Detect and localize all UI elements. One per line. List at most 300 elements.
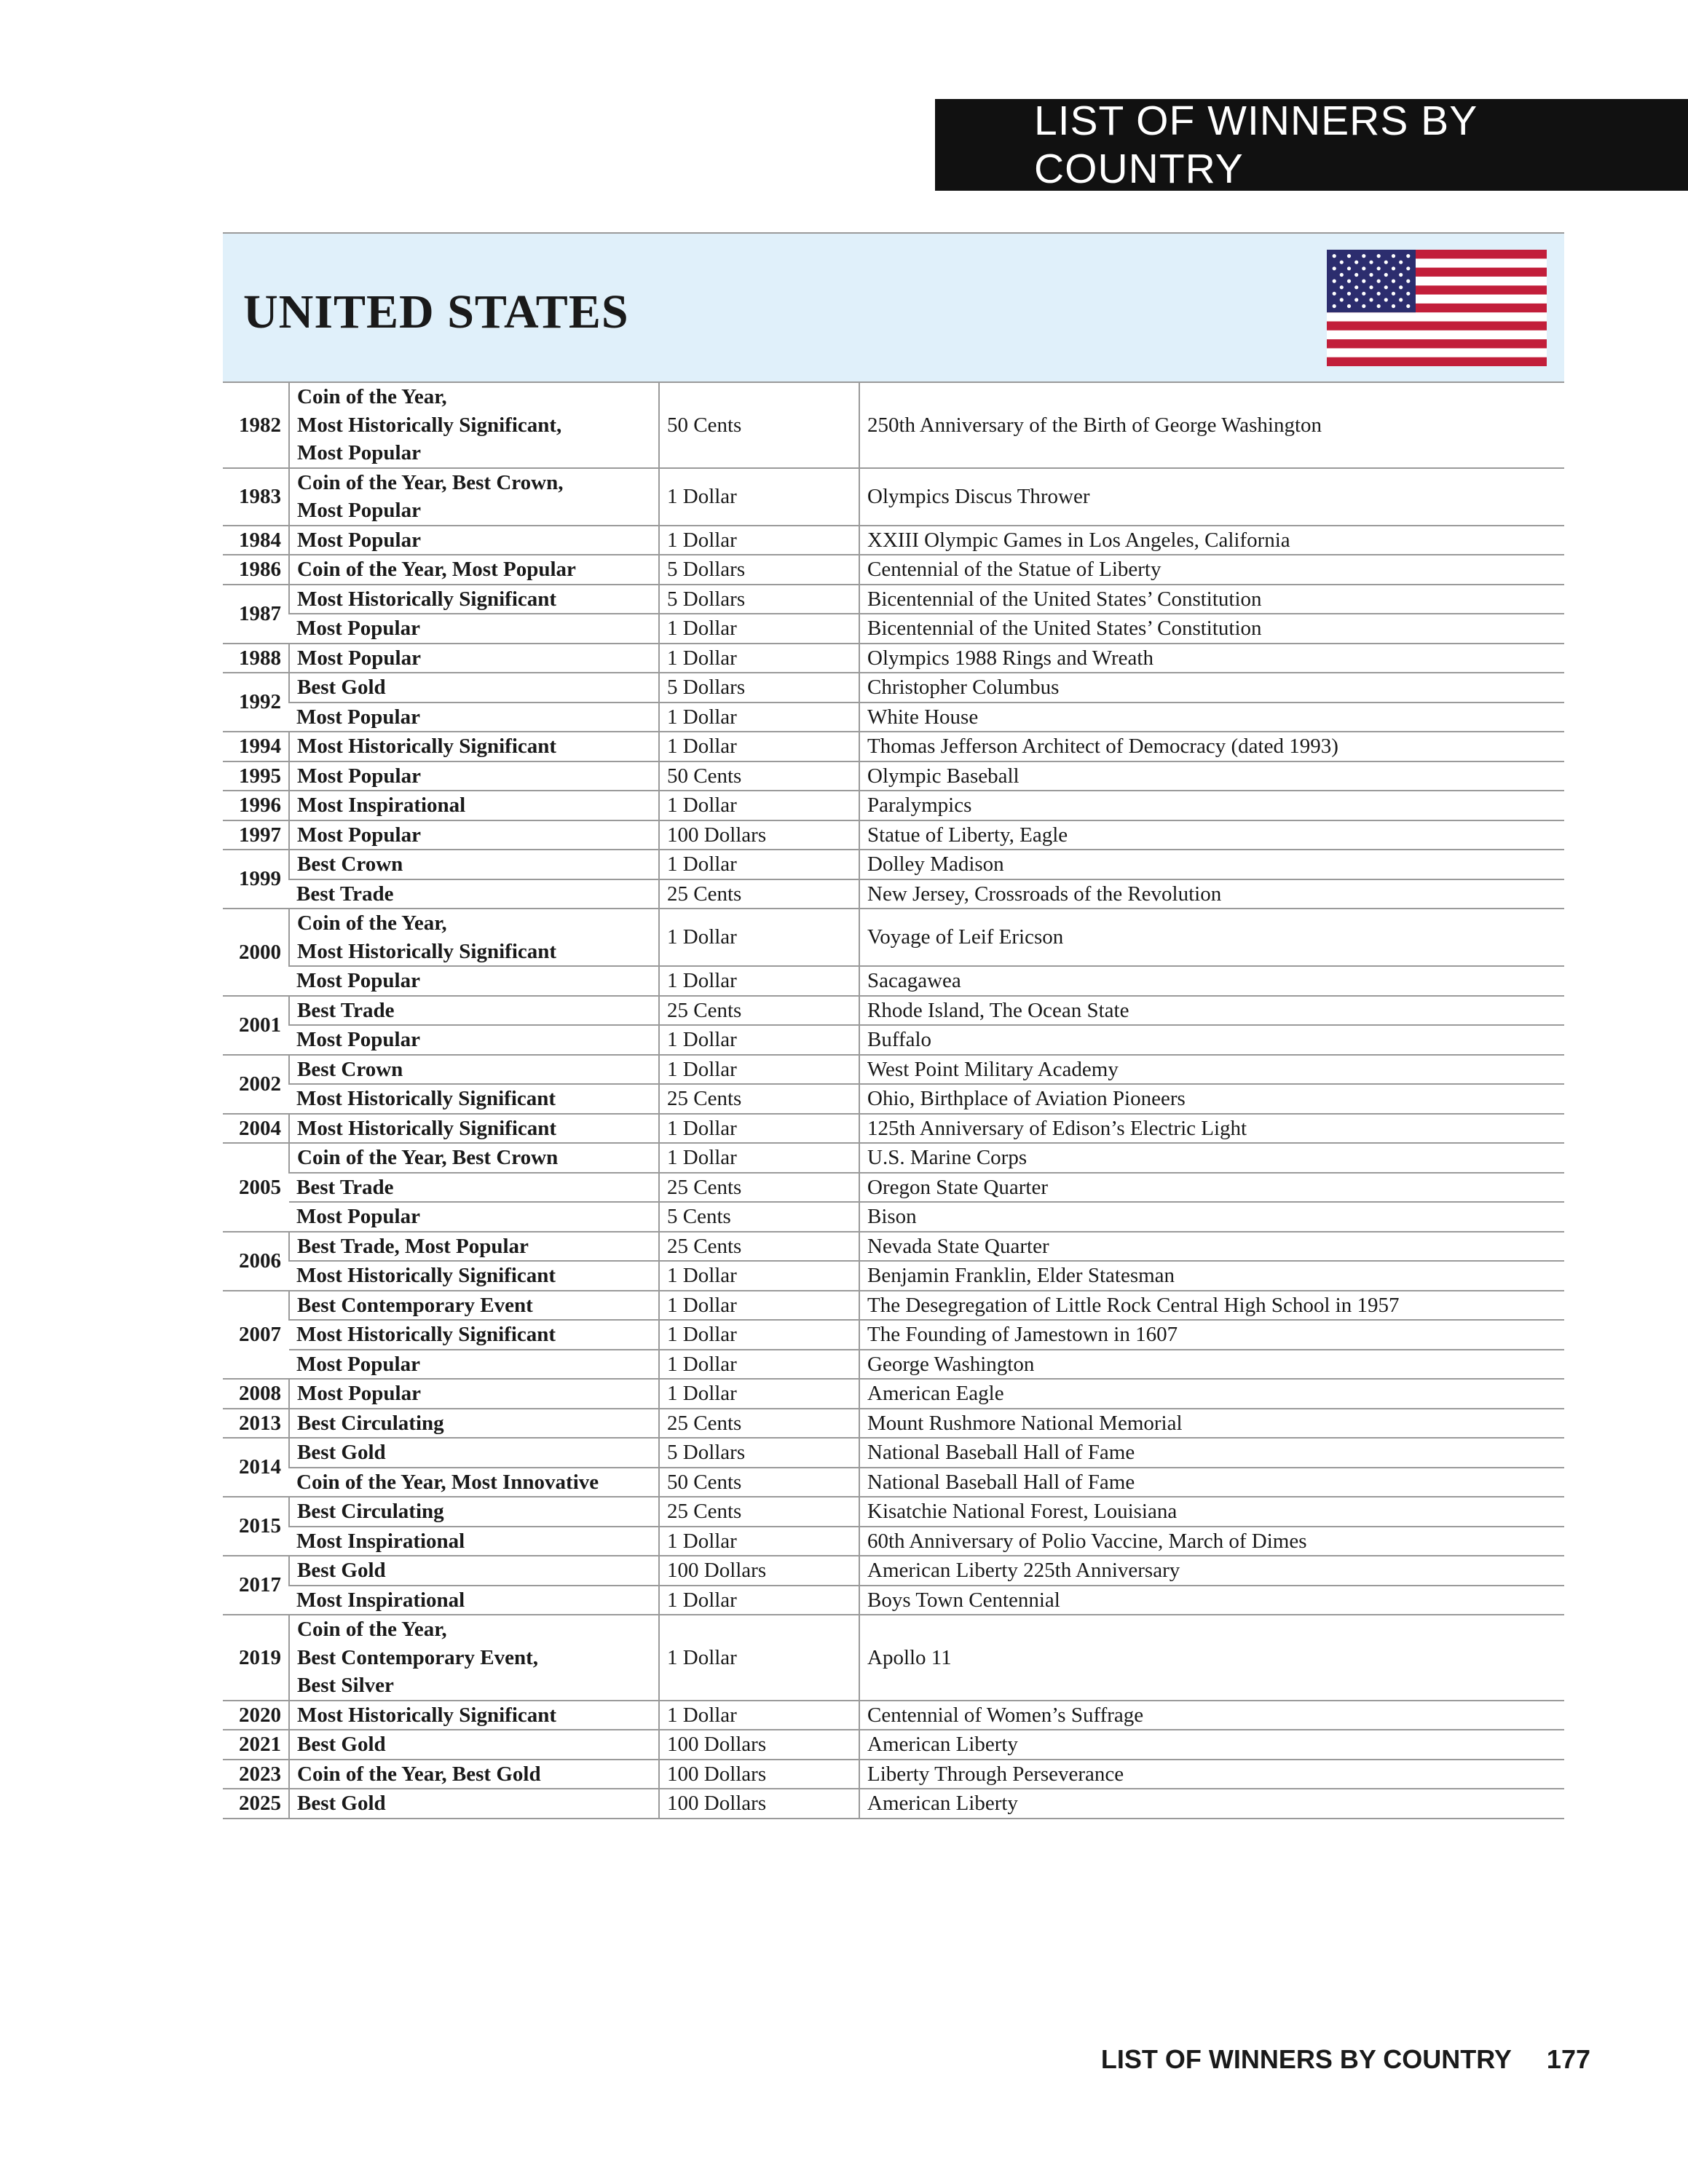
flag-star [1369,285,1373,289]
year-cell: 2007 [223,1291,289,1380]
description-cell: 250th Anniversary of the Birth of George Washington [859,382,1564,468]
year-cell: 1983 [223,468,289,526]
flag-star [1392,254,1395,258]
award-line: Most Inspirational [296,1529,465,1553]
table-row [223,1173,1564,1203]
table-row [223,732,1564,761]
award-cell [289,1760,659,1789]
award-cell [289,1615,659,1701]
description-cell: Rhode Island, The Ocean State [859,996,1564,1026]
description-cell: Bicentennial of the United States’ Constitution [859,614,1564,644]
denomination-cell: 5 Dollars [659,555,859,585]
award-line: Most Historically Significant, [297,413,562,437]
description-cell: Oregon State Quarter [859,1173,1564,1203]
flag-star [1340,285,1344,289]
description-cell: Mount Rushmore National Memorial [859,1409,1564,1439]
year-cell: 1988 [223,644,289,673]
award-line: Best Contemporary Event [297,1293,533,1317]
year-cell: 2020 [223,1701,289,1730]
flag-canton [1327,250,1416,312]
description-cell: Bison [859,1202,1564,1232]
award-line: Most Popular [297,528,421,552]
table-row [223,468,1564,526]
description-cell: Olympic Baseball [859,761,1564,791]
table-row [223,1527,1564,1556]
description-cell: Paralympics [859,791,1564,820]
flag-star [1406,266,1410,270]
description-cell: Liberty Through Perseverance [859,1760,1564,1789]
table-row [223,1409,1564,1439]
flag-star [1333,292,1336,296]
flag-star [1392,280,1395,283]
award-line: Best Trade [297,998,395,1022]
table-row [223,1760,1564,1789]
award-cell [289,1556,659,1586]
description-cell: XXIII Olympic Games in Los Angeles, California [859,526,1564,555]
denomination-cell: 100 Dollars [659,1789,859,1819]
flag-star [1384,261,1388,264]
flag-star [1392,304,1395,308]
year-cell: 2006 [223,1232,289,1291]
year-cell: 1984 [223,526,289,555]
table-row [223,1730,1564,1760]
year-cell: 2014 [223,1438,289,1497]
award-line: Coin of the Year, Best Crown, [297,470,564,494]
denomination-cell: 1 Dollar [659,1055,859,1085]
award-cell [289,1497,659,1527]
award-cell [289,1409,659,1439]
flag-star [1347,292,1351,296]
flag-star [1333,266,1336,270]
award-cell [289,1232,659,1262]
table-row [223,1143,1564,1173]
description-cell: American Liberty [859,1730,1564,1760]
table-row [223,614,1564,644]
table-row [223,761,1564,791]
denomination-cell: 5 Cents [659,1202,859,1232]
flag-star [1333,254,1336,258]
flag-star [1369,273,1373,277]
flag-star [1377,280,1381,283]
flag-star [1369,298,1373,301]
year-cell: 1997 [223,820,289,850]
award-cell [289,468,659,526]
description-cell: Centennial of Women’s Suffrage [859,1701,1564,1730]
denomination-cell: 1 Dollar [659,732,859,761]
award-line: Most Inspirational [296,1588,465,1612]
page-number: 177 [1546,2044,1590,2074]
award-cell [289,732,659,761]
flag-star [1333,280,1336,283]
table-row [223,879,1564,909]
flag-star [1362,280,1365,283]
award-cell [289,1202,659,1232]
denomination-cell: 25 Cents [659,1173,859,1203]
award-line: Best Gold [297,1559,386,1582]
award-cell [289,1350,659,1380]
award-line: Most Historically Significant [297,735,557,758]
award-cell [289,761,659,791]
year-cell: 1986 [223,555,289,585]
award-line: Best Gold [297,1733,386,1756]
flag-star [1362,304,1365,308]
award-cell [289,644,659,673]
denomination-cell: 1 Dollar [659,1527,859,1556]
flag-star [1377,304,1381,308]
flag-star [1362,292,1365,296]
year-cell: 1987 [223,585,289,644]
denomination-cell: 1 Dollar [659,791,859,820]
year-cell: 2025 [223,1789,289,1819]
table-row [223,1556,1564,1586]
table-row [223,1468,1564,1497]
description-cell: National Baseball Hall of Fame [859,1468,1564,1497]
award-line: Coin of the Year, Best Gold [297,1762,541,1786]
description-cell: 125th Anniversary of Edison’s Electric Light [859,1114,1564,1144]
award-line: Most Popular [297,441,421,464]
award-line: Coin of the Year, Most Popular [297,558,576,581]
flag-star [1340,273,1344,277]
year-cell: 1982 [223,382,289,468]
award-cell [289,879,659,909]
denomination-cell: 1 Dollar [659,1261,859,1291]
award-line: Coin of the Year, Best Crown [297,1146,559,1169]
table-row [223,1586,1564,1615]
award-line: Best Crown [297,852,403,876]
country-title: UNITED STATES [243,285,629,339]
denomination-cell: 50 Cents [659,382,859,468]
flag-stripe [1327,321,1547,330]
award-cell [289,1025,659,1055]
award-line: Most Inspirational [297,794,466,817]
description-cell: Centennial of the Statue of Liberty [859,555,1564,585]
flag-star [1392,266,1395,270]
award-line: Most Historically Significant [297,1116,557,1140]
description-cell: White House [859,703,1564,732]
description-cell: Boys Town Centennial [859,1586,1564,1615]
description-cell: Nevada State Quarter [859,1232,1564,1262]
award-line: Best Gold [297,1441,386,1464]
award-line: Most Historically Significant [296,1087,556,1110]
award-line: Most Popular [296,617,420,640]
award-cell [289,703,659,732]
award-line: Best Circulating [297,1411,444,1435]
denomination-cell: 1 Dollar [659,614,859,644]
award-cell [289,1143,659,1173]
year-cell: 2023 [223,1760,289,1789]
denomination-cell: 5 Dollars [659,673,859,703]
award-cell [289,1320,659,1350]
year-cell: 1999 [223,850,289,909]
table-row [223,850,1564,879]
award-line: Most Popular [297,823,421,847]
award-cell [289,1291,659,1321]
award-line: Most Historically Significant [297,1703,557,1727]
year-cell: 2004 [223,1114,289,1144]
description-cell: George Washington [859,1350,1564,1380]
flag-stripe [1327,339,1547,348]
year-cell: 1996 [223,791,289,820]
description-cell: Benjamin Franklin, Elder Statesman [859,1261,1564,1291]
table-row [223,1291,1564,1321]
award-cell [289,1586,659,1615]
denomination-cell: 50 Cents [659,1468,859,1497]
denomination-cell: 1 Dollar [659,1114,859,1144]
table-row [223,791,1564,820]
table-row [223,585,1564,614]
award-cell [289,996,659,1026]
denomination-cell: 1 Dollar [659,1025,859,1055]
flag-star [1406,292,1410,296]
us-flag-icon [1327,250,1547,366]
award-line: Most Popular [297,1382,421,1405]
table-row [223,1438,1564,1468]
award-cell [289,791,659,820]
description-cell: Apollo 11 [859,1615,1564,1701]
table-row [223,703,1564,732]
award-line: Most Historically Significant [297,587,557,611]
description-cell: The Desegregation of Little Rock Central High School in 1957 [859,1291,1564,1321]
denomination-cell: 25 Cents [659,1409,859,1439]
award-line: Coin of the Year, [297,911,447,935]
denomination-cell: 100 Dollars [659,820,859,850]
country-header [223,232,1564,381]
table-row [223,1320,1564,1350]
description-cell: Christopher Columbus [859,673,1564,703]
flag-star [1340,298,1344,301]
description-cell: Olympics Discus Thrower [859,468,1564,526]
denomination-cell: 1 Dollar [659,1701,859,1730]
flag-star [1384,298,1388,301]
table-row [223,1379,1564,1409]
denomination-cell: 1 Dollar [659,1615,859,1701]
flag-star [1399,273,1403,277]
award-cell [289,614,659,644]
flag-star [1377,266,1381,270]
award-cell [289,1789,659,1819]
award-cell [289,850,659,879]
award-line: Coin of the Year, [297,1618,447,1641]
flag-star [1354,285,1358,289]
denomination-cell: 25 Cents [659,1084,859,1114]
denomination-cell: 5 Dollars [659,585,859,614]
award-line: Best Trade [296,1175,394,1199]
award-line: Best Gold [297,1792,386,1815]
award-line: Most Popular [297,764,421,788]
denomination-cell: 1 Dollar [659,850,859,879]
table-row [223,1615,1564,1701]
description-cell: American Liberty 225th Anniversary [859,1556,1564,1586]
section-banner [935,99,1688,191]
year-cell: 2000 [223,909,289,996]
denomination-cell: 1 Dollar [659,1350,859,1380]
award-cell [289,1084,659,1114]
denomination-cell: 1 Dollar [659,1379,859,1409]
denomination-cell: 5 Dollars [659,1438,859,1468]
denomination-cell: 25 Cents [659,1232,859,1262]
flag-star [1347,304,1351,308]
award-cell [289,966,659,996]
award-cell [289,1438,659,1468]
page-footer [1101,2044,1590,2075]
denomination-cell: 1 Dollar [659,644,859,673]
description-cell: Voyage of Leif Ericson [859,909,1564,966]
flag-star [1377,292,1381,296]
flag-star [1384,285,1388,289]
year-cell: 2017 [223,1556,289,1615]
flag-star [1347,266,1351,270]
denomination-cell: 1 Dollar [659,1586,859,1615]
table-row [223,820,1564,850]
denomination-cell: 1 Dollar [659,909,859,966]
description-cell: Kisatchie National Forest, Louisiana [859,1497,1564,1527]
award-line: Most Popular [297,499,421,522]
denomination-cell: 1 Dollar [659,1291,859,1321]
year-cell: 2001 [223,996,289,1055]
flag-star [1354,273,1358,277]
year-cell: 2021 [223,1730,289,1760]
denomination-cell: 1 Dollar [659,1320,859,1350]
description-cell: New Jersey, Crossroads of the Revolution [859,879,1564,909]
description-cell: Buffalo [859,1025,1564,1055]
table-row [223,644,1564,673]
table-row [223,1261,1564,1291]
flag-star [1406,280,1410,283]
flag-star [1406,304,1410,308]
year-cell: 1994 [223,732,289,761]
description-cell: Dolley Madison [859,850,1564,879]
award-line: Most Popular [296,1205,420,1228]
year-cell: 2008 [223,1379,289,1409]
award-cell [289,820,659,850]
description-cell: Sacagawea [859,966,1564,996]
denomination-cell: 25 Cents [659,996,859,1026]
table-row [223,1350,1564,1380]
year-cell: 2015 [223,1497,289,1556]
award-cell [289,1055,659,1085]
table-row [223,555,1564,585]
award-line: Most Popular [297,646,421,670]
description-cell: National Baseball Hall of Fame [859,1438,1564,1468]
section-banner-title: LIST OF WINNERS BY COUNTRY [1034,98,1478,192]
description-cell: American Liberty [859,1789,1564,1819]
year-cell: 2002 [223,1055,289,1114]
award-cell [289,1701,659,1730]
flag-star [1347,280,1351,283]
description-cell: Olympics 1988 Rings and Wreath [859,644,1564,673]
award-line: Coin of the Year, Most Innovative [296,1470,599,1494]
flag-star [1406,254,1410,258]
flag-star [1399,298,1403,301]
denomination-cell: 1 Dollar [659,1143,859,1173]
denomination-cell: 100 Dollars [659,1556,859,1586]
award-cell [289,909,659,966]
description-cell: West Point Military Academy [859,1055,1564,1085]
flag-star [1354,261,1358,264]
award-cell [289,673,659,703]
award-cell [289,526,659,555]
winners-table [223,381,1564,1819]
award-cell [289,1261,659,1291]
table-row [223,996,1564,1026]
description-cell: 60th Anniversary of Polio Vaccine, March of Dimes [859,1527,1564,1556]
award-line: Most Popular [296,1352,420,1376]
table-row [223,1701,1564,1730]
table-row [223,1025,1564,1055]
description-cell: The Founding of Jamestown in 1607 [859,1320,1564,1350]
table-row [223,909,1564,966]
award-cell [289,1114,659,1144]
flag-stripe [1327,357,1547,366]
description-cell: Ohio, Birthplace of Aviation Pioneers [859,1084,1564,1114]
flag-star [1399,261,1403,264]
award-cell [289,382,659,468]
flag-star [1333,304,1336,308]
table-row [223,1232,1564,1262]
award-line: Best Gold [297,676,386,699]
award-cell [289,555,659,585]
table-row [223,1084,1564,1114]
award-line: Best Silver [297,1674,394,1697]
table-row [223,966,1564,996]
flag-star [1399,285,1403,289]
denomination-cell: 25 Cents [659,879,859,909]
table-row [223,1202,1564,1232]
award-line: Most Popular [296,705,420,729]
table-row [223,673,1564,703]
flag-star [1384,273,1388,277]
year-cell: 1995 [223,761,289,791]
award-cell [289,1468,659,1497]
table-row [223,1497,1564,1527]
award-line: Most Historically Significant [296,1323,556,1346]
table-row [223,1114,1564,1144]
award-line: Coin of the Year, [297,385,447,408]
award-line: Most Historically Significant [296,1264,556,1287]
award-line: Best Contemporary Event, [297,1645,539,1669]
table-row [223,1789,1564,1819]
award-line: Best Trade [296,882,394,906]
denomination-cell: 1 Dollar [659,468,859,526]
year-cell: 2005 [223,1143,289,1232]
year-cell: 1992 [223,673,289,732]
award-line: Most Popular [296,969,420,992]
award-cell [289,1527,659,1556]
description-cell: Statue of Liberty, Eagle [859,820,1564,850]
denomination-cell: 100 Dollars [659,1760,859,1789]
award-cell [289,1379,659,1409]
denomination-cell: 1 Dollar [659,526,859,555]
flag-star [1369,261,1373,264]
award-line: Most Historically Significant [297,939,557,963]
description-cell: American Eagle [859,1379,1564,1409]
year-cell: 2013 [223,1409,289,1439]
award-line: Most Popular [296,1028,420,1051]
denomination-cell: 1 Dollar [659,703,859,732]
description-cell: Thomas Jefferson Architect of Democracy (dated 1993) [859,732,1564,761]
flag-star [1362,254,1365,258]
award-line: Best Crown [297,1057,403,1081]
award-line: Best Trade, Most Popular [297,1234,529,1258]
table-row [223,526,1564,555]
table-row [223,382,1564,468]
description-cell: U.S. Marine Corps [859,1143,1564,1173]
denomination-cell: 50 Cents [659,761,859,791]
flag-star [1354,298,1358,301]
award-line: Best Circulating [297,1500,444,1523]
description-cell: Bicentennial of the United States’ Constitution [859,585,1564,614]
award-cell [289,585,659,614]
